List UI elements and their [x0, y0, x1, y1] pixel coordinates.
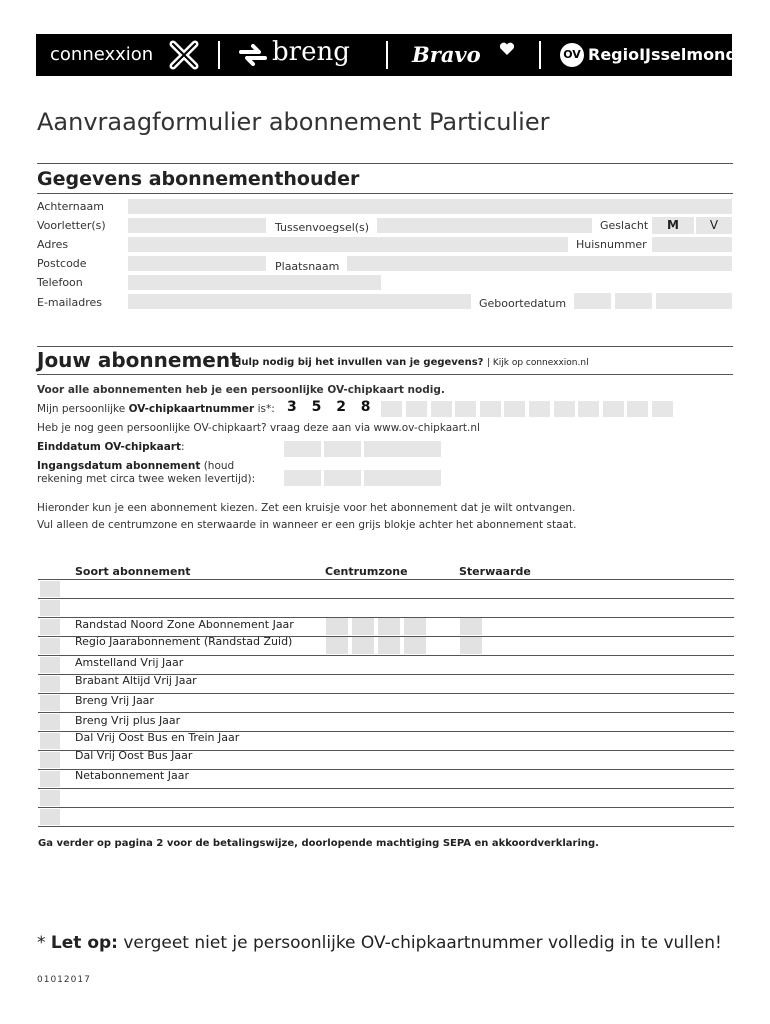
chipcard-digit: 5	[311, 399, 322, 415]
chipcard-digit-cell[interactable]	[554, 401, 575, 417]
einddatum-label-bold: Einddatum OV-chipkaart	[37, 441, 181, 453]
help-link-text: | Kijk op connexxion.nl	[486, 358, 589, 368]
geslacht-label: Geslacht	[600, 219, 649, 232]
ov-badge-icon: OV	[560, 43, 584, 67]
huisnummer-label: Huisnummer	[576, 238, 647, 251]
regioijsselmond-logo: RegioIJsselmond	[588, 45, 737, 64]
adres-label: Adres	[37, 238, 69, 251]
instruction-text-1: Hieronder kun je een abonnement kiezen. Zet een kruisje voor het abonnement dat je wilt ontvangen.	[37, 502, 576, 514]
help-text	[233, 357, 589, 368]
table-row-label: Dal Vrij Oost Bus Jaar	[75, 749, 193, 762]
telefoon-field[interactable]	[128, 275, 381, 290]
select-checkbox[interactable]	[40, 657, 60, 673]
select-checkbox[interactable]	[40, 695, 60, 711]
chipcard-digit: 8	[360, 399, 371, 415]
table-row-label: Randstad Noord Zone Abonnement Jaar	[75, 618, 294, 631]
select-checkbox[interactable]	[40, 676, 60, 692]
centrumzone-cell[interactable]	[352, 637, 374, 654]
col-header-soort: Soort abonnement	[75, 565, 191, 578]
table-row-line	[38, 807, 734, 808]
chipcard-digit-cell[interactable]	[578, 401, 599, 417]
birth-month-field[interactable]	[615, 293, 652, 309]
table-row-line	[38, 712, 734, 713]
breng-arrow-icon	[239, 43, 267, 67]
table-row-label: Breng Vrij plus Jaar	[75, 714, 181, 727]
chipcard-digit-cell[interactable]	[455, 401, 476, 417]
einddatum-month-field[interactable]	[324, 441, 361, 457]
bravo-logo: Bravo	[412, 42, 481, 67]
birth-year-field[interactable]	[656, 293, 732, 309]
chipcard-label-bold: OV-chipkaartnummer	[128, 403, 255, 415]
geboortedatum-label: Geboortedatum	[479, 297, 567, 310]
heart-icon	[499, 42, 515, 56]
table-row-line	[38, 598, 734, 599]
form-code: 01012017	[37, 975, 91, 985]
tussenvoegsel-field[interactable]	[377, 218, 592, 233]
chipcard-apply-text: Heb je nog geen persoonlijke OV-chipkaart? vraag deze aan via www.ov-chipkaart.nl	[37, 422, 480, 434]
plaatsnaam-label: Plaatsnaam	[275, 260, 340, 273]
table-row-label: Amstelland Vrij Jaar	[75, 656, 184, 669]
col-header-centrumzone: Centrumzone	[325, 565, 408, 578]
ingangsdatum-label-rest: (houd	[200, 460, 235, 472]
chipcard-digit-cell[interactable]	[652, 401, 673, 417]
section-divider	[37, 163, 733, 164]
achternaam-field[interactable]	[128, 199, 732, 214]
table-header-line	[38, 579, 734, 580]
next-page-note: Ga verder op pagina 2 voor de betalingswijze, doorlopende machtiging SEPA en akkoordverklaring.	[38, 838, 599, 849]
ingangsdatum-label-bold: Ingangsdatum abonnement	[37, 460, 201, 472]
chipcard-digit-cell[interactable]	[332, 401, 353, 417]
col-header-sterwaarde: Sterwaarde	[459, 565, 531, 578]
reminder-bold: Let op:	[50, 933, 118, 953]
tussenvoegsel-label: Tussenvoegsel(s)	[275, 221, 370, 234]
banner-divider	[218, 41, 220, 69]
connexxion-logo: connexxion	[50, 44, 154, 65]
form-title: Aanvraagformulier abonnement Particulier	[37, 108, 550, 136]
select-checkbox[interactable]	[40, 638, 60, 654]
chipcard-digit-cell[interactable]	[357, 401, 378, 417]
breng-logo: breng	[272, 37, 350, 67]
chipcard-digit-cell[interactable]	[283, 401, 304, 417]
ingangsdatum-month-field[interactable]	[324, 470, 361, 486]
postcode-field[interactable]	[128, 256, 266, 271]
telefoon-label: Telefoon	[37, 276, 83, 289]
table-row-line	[38, 826, 734, 827]
table-row-line	[38, 788, 734, 789]
chipcard-required-text: Voor alle abonnementen heb je een persoonlijke OV-chipkaart nodig.	[37, 384, 445, 396]
voorletters-label: Voorletter(s)	[37, 219, 106, 232]
birth-day-field[interactable]	[574, 293, 611, 309]
huisnummer-field[interactable]	[652, 237, 732, 252]
reminder-star: *	[37, 933, 46, 953]
select-checkbox[interactable]	[40, 809, 60, 825]
ingangsdatum-day-field[interactable]	[284, 470, 321, 486]
ingangsdatum-label-line2: rekening met circa twee weken levertijd):	[37, 473, 256, 485]
instruction-text-2: Vul alleen de centrumzone en sterwaarde in wanneer er een grijs blokje achter het abonnement staat.	[37, 519, 577, 531]
centrumzone-cell[interactable]	[404, 637, 426, 654]
einddatum-colon: :	[181, 441, 185, 453]
chipcard-number-label	[37, 403, 275, 415]
chipcard-label-post: is*:	[254, 403, 275, 415]
select-checkbox[interactable]	[40, 790, 60, 806]
chipcard-digit-cell[interactable]	[627, 401, 648, 417]
chipcard-digit: 3	[287, 399, 297, 415]
section-divider	[37, 346, 733, 347]
section-divider	[37, 193, 733, 194]
reminder-text	[37, 933, 722, 953]
achternaam-label: Achternaam	[37, 200, 104, 213]
chipcard-digit-cell[interactable]	[381, 401, 402, 417]
table-row-label: Brabant Altijd Vrij Jaar	[75, 674, 197, 687]
select-checkbox[interactable]	[40, 619, 60, 635]
einddatum-label	[37, 441, 185, 453]
banner-divider	[539, 41, 541, 69]
email-label: E-mailadres	[37, 296, 102, 309]
reminder-rest: vergeet niet je persoonlijke OV-chipkaartnummer volledig in te vullen!	[123, 933, 722, 953]
ingangsdatum-label	[37, 460, 234, 472]
select-checkbox[interactable]	[40, 581, 60, 597]
sterwaarde-cell[interactable]	[460, 637, 482, 654]
chipcard-digit-cell[interactable]	[603, 401, 624, 417]
select-checkbox[interactable]	[40, 714, 60, 730]
gender-m-checkbox[interactable]: M	[652, 217, 694, 234]
help-bold: Hulp nodig bij het invullen van je gegevens?	[233, 357, 484, 368]
chipcard-digit-cell[interactable]	[308, 401, 329, 417]
banner-divider	[386, 41, 388, 69]
select-checkbox[interactable]	[40, 733, 60, 749]
plaatsnaam-field[interactable]	[347, 256, 732, 271]
einddatum-year-field[interactable]	[364, 441, 441, 457]
centrumzone-cell[interactable]	[404, 618, 426, 635]
chipcard-label-pre: Mijn persoonlijke	[37, 403, 129, 415]
chipcard-digit-cell[interactable]	[504, 401, 525, 417]
gender-v-checkbox[interactable]: V	[696, 217, 732, 234]
select-checkbox[interactable]	[40, 600, 60, 616]
select-checkbox[interactable]	[40, 771, 60, 787]
section-divider	[37, 374, 733, 375]
subscription-heading: Jouw abonnement	[37, 348, 240, 372]
chipcard-digit-cell[interactable]	[529, 401, 550, 417]
voorletters-field[interactable]	[128, 218, 266, 233]
table-row-label: Dal Vrij Oost Bus en Trein Jaar	[75, 731, 240, 744]
ingangsdatum-year-field[interactable]	[364, 470, 441, 486]
email-field[interactable]	[128, 294, 471, 309]
centrumzone-cell[interactable]	[378, 637, 400, 654]
einddatum-day-field[interactable]	[284, 441, 321, 457]
chipcard-digit-cell[interactable]	[406, 401, 427, 417]
sterwaarde-cell[interactable]	[460, 618, 482, 635]
centrumzone-cell[interactable]	[326, 637, 348, 654]
table-row-label: Regio Jaarabonnement (Randstad Zuid)	[75, 635, 293, 648]
brand-banner	[36, 34, 737, 76]
centrumzone-cell[interactable]	[378, 618, 400, 635]
table-row-label: Breng Vrij Jaar	[75, 694, 154, 707]
centrumzone-cell[interactable]	[352, 618, 374, 635]
table-row-label: Netabonnement Jaar	[75, 769, 189, 782]
chipcard-digit: 2	[336, 399, 346, 415]
adres-field[interactable]	[128, 237, 568, 252]
holder-section-heading: Gegevens abonnementhouder	[37, 168, 360, 190]
postcode-label: Postcode	[37, 257, 87, 270]
connexxion-x-icon	[169, 40, 199, 70]
centrumzone-cell[interactable]	[326, 618, 348, 635]
chipcard-digit-cell[interactable]	[431, 401, 452, 417]
select-checkbox[interactable]	[40, 752, 60, 768]
chipcard-digit-cell[interactable]	[480, 401, 501, 417]
